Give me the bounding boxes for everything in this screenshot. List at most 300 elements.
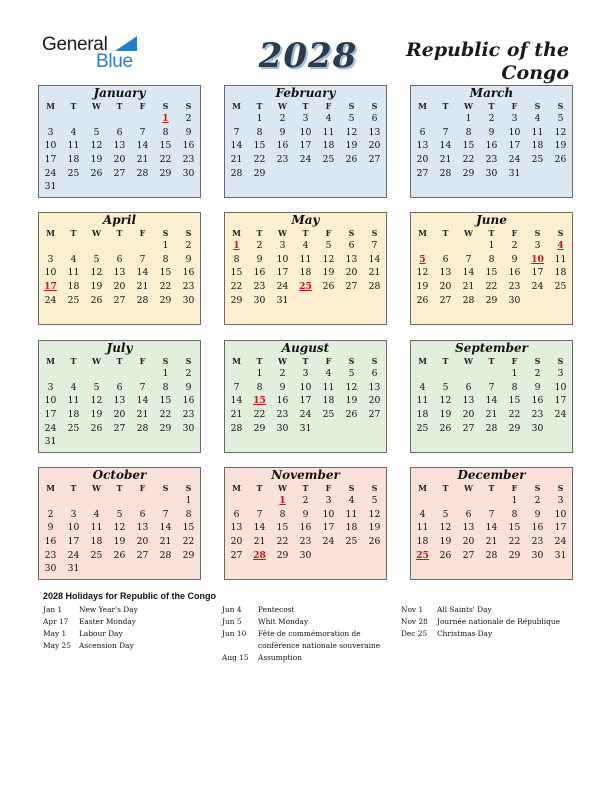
day-cell: 17: [44, 154, 57, 166]
day-cell: 12: [416, 267, 429, 279]
day-cell: 6: [465, 508, 472, 520]
day-cell: 26: [90, 167, 103, 179]
day-cell: 25: [554, 281, 567, 293]
holiday-date: May 25: [43, 641, 71, 650]
day-cell: 29: [159, 294, 172, 306]
holiday-date: Jun 10: [222, 629, 247, 638]
day-cell: 7: [488, 381, 495, 393]
day-cell: 7: [139, 126, 146, 138]
weekday-label: S: [534, 228, 541, 238]
holiday-column: [401, 604, 560, 640]
month-name: October: [92, 468, 147, 482]
day-cell: 20: [345, 267, 358, 279]
day-cell: 2: [185, 113, 192, 124]
day-cell: 17: [299, 395, 312, 407]
day-cell: 22: [159, 281, 172, 293]
weekday-label: S: [534, 101, 541, 111]
day-cell: 20: [136, 536, 149, 548]
day-cell: 20: [416, 154, 429, 166]
day-cell: 13: [439, 267, 452, 279]
weekday-label: T: [256, 483, 263, 493]
day-cell: 7: [488, 508, 495, 520]
day-cell: 1: [256, 113, 263, 124]
weekday-label: W: [464, 228, 473, 238]
weekday-label: S: [162, 101, 169, 111]
day-cell: 1: [511, 495, 518, 506]
day-cell: 11: [67, 267, 80, 279]
day-cell: 9: [488, 126, 495, 138]
day-cell: 17: [322, 522, 335, 534]
day-cell: 3: [511, 113, 518, 124]
day-cell: 18: [299, 267, 312, 279]
holiday-name: Pentecost: [258, 605, 295, 614]
empty-day-cell: [411, 367, 434, 381]
day-cell: 14: [485, 522, 498, 534]
country-title: Republic of the Congo: [405, 39, 569, 84]
month-march: [410, 85, 573, 198]
day-cell: 14: [136, 140, 149, 152]
month-name: November: [271, 468, 340, 482]
day-cell: 15: [182, 522, 195, 534]
day-cell: 6: [233, 508, 240, 520]
day-cell: 9: [302, 508, 309, 520]
day-cell: 19: [439, 536, 452, 548]
day-cell: 20: [368, 140, 381, 152]
day-cell: 6: [116, 253, 123, 265]
holiday-day-cell: 17: [44, 281, 57, 293]
day-cell: 6: [465, 381, 472, 393]
day-cell: 30: [44, 563, 57, 575]
holiday-entry: [43, 616, 138, 628]
weekday-label: T: [116, 228, 123, 238]
weekday-label: W: [464, 101, 473, 111]
day-cell: 9: [534, 381, 541, 393]
month-april: [38, 212, 201, 325]
day-cell: 5: [93, 126, 100, 138]
weekday-label: T: [116, 356, 123, 366]
day-cell: 21: [485, 409, 498, 421]
weekday-label: F: [511, 483, 518, 493]
weekday-label: T: [302, 228, 309, 238]
weekday-label: W: [92, 228, 101, 238]
day-cell: 2: [488, 113, 495, 124]
day-cell: 2: [185, 240, 192, 251]
empty-day-cell: [131, 112, 154, 126]
weekday-label: W: [278, 228, 287, 238]
day-cell: 5: [557, 113, 564, 124]
day-cell: 12: [90, 140, 103, 152]
day-cell: 16: [299, 522, 312, 534]
day-cell: 19: [345, 395, 358, 407]
day-cell: 26: [439, 549, 452, 561]
month-june: [410, 212, 573, 325]
day-cell: 25: [67, 167, 80, 179]
day-cell: 16: [44, 536, 57, 548]
day-cell: 7: [139, 253, 146, 265]
day-cell: 24: [299, 409, 312, 421]
day-cell: 27: [230, 549, 243, 561]
holiday-entry: [43, 640, 138, 652]
day-cell: 3: [70, 508, 77, 520]
day-cell: 22: [462, 154, 475, 166]
holiday-day-cell: 15: [253, 395, 266, 407]
day-cell: 30: [299, 549, 312, 561]
holiday-date: Nov 1: [401, 605, 424, 614]
month-july: [38, 340, 201, 453]
day-cell: 27: [462, 422, 475, 434]
weekday-label: S: [162, 483, 169, 493]
day-cell: 29: [253, 422, 266, 434]
holiday-day-cell: 1: [233, 240, 240, 251]
weekday-label: M: [232, 228, 241, 238]
day-cell: 9: [47, 522, 54, 534]
day-cell: 4: [348, 495, 355, 506]
month-days-grid: [411, 482, 572, 562]
day-cell: 22: [508, 409, 521, 421]
day-cell: 20: [113, 154, 126, 166]
weekday-label: M: [232, 483, 241, 493]
day-cell: 13: [345, 253, 358, 265]
day-cell: 12: [439, 522, 452, 534]
day-cell: 11: [90, 522, 103, 534]
day-cell: 21: [368, 267, 381, 279]
day-cell: 6: [116, 381, 123, 393]
day-cell: 31: [508, 167, 521, 179]
day-cell: 5: [348, 368, 355, 379]
day-cell: 18: [67, 281, 80, 293]
day-cell: 29: [276, 549, 289, 561]
holiday-entry: [43, 628, 138, 640]
weekday-label: S: [185, 356, 192, 366]
weekday-label: F: [139, 483, 146, 493]
empty-day-cell: [85, 494, 108, 508]
logo-text-blue: Blue: [96, 51, 133, 72]
day-cell: 25: [90, 549, 103, 561]
day-cell: 3: [47, 126, 54, 138]
day-cell: 9: [185, 253, 192, 265]
day-cell: 5: [442, 381, 449, 393]
day-cell: 6: [116, 126, 123, 138]
weekday-label: S: [534, 356, 541, 366]
weekday-label: W: [278, 356, 287, 366]
holiday-entry: [222, 652, 394, 664]
weekday-label: T: [70, 483, 77, 493]
day-cell: 10: [299, 381, 312, 393]
day-cell: 17: [508, 140, 521, 152]
day-cell: 27: [136, 549, 149, 561]
day-cell: 23: [276, 409, 289, 421]
day-cell: 28: [462, 294, 475, 306]
holiday-entry: [401, 616, 560, 628]
day-cell: 4: [534, 113, 541, 124]
weekday-label: T: [488, 483, 495, 493]
holiday-entry: [222, 628, 394, 652]
weekday-label: T: [256, 228, 263, 238]
day-cell: 12: [113, 522, 126, 534]
holiday-day-cell: 10: [531, 253, 544, 265]
day-cell: 7: [256, 508, 263, 520]
day-cell: 10: [44, 395, 57, 407]
day-cell: 18: [67, 409, 80, 421]
day-cell: 31: [44, 436, 57, 448]
holiday-name: Whit Monday: [258, 617, 309, 626]
month-days-grid: [225, 227, 386, 307]
month-days-grid: [225, 355, 386, 435]
day-cell: 7: [162, 508, 169, 520]
empty-day-cell: [480, 367, 503, 381]
day-cell: 9: [185, 381, 192, 393]
weekday-label: S: [185, 228, 192, 238]
day-cell: 5: [93, 253, 100, 265]
weekday-label: T: [442, 483, 449, 493]
day-cell: 19: [439, 409, 452, 421]
empty-day-cell: [131, 239, 154, 253]
month-name: February: [275, 86, 336, 100]
day-cell: 25: [531, 154, 544, 166]
day-cell: 11: [531, 126, 544, 138]
month-name: January: [93, 86, 146, 100]
day-cell: 26: [113, 549, 126, 561]
weekday-label: F: [511, 356, 518, 366]
holiday-date: Dec 25: [401, 629, 428, 638]
day-cell: 4: [419, 508, 426, 520]
day-cell: 19: [368, 522, 381, 534]
day-cell: 20: [368, 395, 381, 407]
day-cell: 1: [511, 368, 518, 379]
weekday-label: S: [371, 101, 378, 111]
day-cell: 7: [465, 253, 472, 265]
day-cell: 1: [185, 495, 192, 506]
weekday-label: W: [464, 356, 473, 366]
day-cell: 13: [368, 126, 381, 138]
day-cell: 21: [159, 536, 172, 548]
day-cell: 28: [230, 422, 243, 434]
day-cell: 5: [325, 240, 332, 251]
day-cell: 8: [162, 126, 169, 138]
day-cell: 15: [276, 522, 289, 534]
month-days-grid: [411, 355, 572, 435]
empty-day-cell: [39, 367, 62, 381]
day-cell: 16: [182, 140, 195, 152]
weekday-label: S: [348, 228, 355, 238]
day-cell: 22: [253, 154, 266, 166]
day-cell: 19: [322, 267, 335, 279]
weekday-label: M: [418, 483, 427, 493]
day-cell: 24: [44, 294, 57, 306]
holiday-day-cell: 1: [279, 495, 286, 506]
day-cell: 4: [70, 381, 77, 393]
day-cell: 28: [136, 294, 149, 306]
day-cell: 27: [462, 549, 475, 561]
weekday-label: T: [488, 356, 495, 366]
day-cell: 22: [253, 409, 266, 421]
day-cell: 15: [159, 395, 172, 407]
day-cell: 16: [531, 522, 544, 534]
day-cell: 23: [44, 549, 57, 561]
month-name: August: [281, 341, 330, 355]
day-cell: 27: [345, 281, 358, 293]
weekday-label: F: [325, 356, 332, 366]
empty-day-cell: [39, 239, 62, 253]
day-cell: 14: [253, 522, 266, 534]
holiday-entry: [401, 604, 560, 616]
day-cell: 15: [508, 395, 521, 407]
holiday-name: Easter Monday: [79, 617, 136, 626]
day-cell: 20: [462, 536, 475, 548]
day-cell: 8: [256, 126, 263, 138]
empty-day-cell: [411, 239, 434, 253]
empty-day-cell: [108, 112, 131, 126]
holiday-day-cell: 28: [253, 549, 266, 561]
day-cell: 17: [67, 536, 80, 548]
day-cell: 10: [322, 508, 335, 520]
empty-day-cell: [434, 239, 457, 253]
day-cell: 4: [93, 508, 100, 520]
day-cell: 11: [322, 381, 335, 393]
weekday-label: S: [534, 483, 541, 493]
empty-day-cell: [434, 112, 457, 126]
day-cell: 3: [325, 495, 332, 506]
weekday-label: W: [92, 483, 101, 493]
day-cell: 11: [554, 253, 567, 265]
day-cell: 24: [508, 154, 521, 166]
day-cell: 15: [159, 267, 172, 279]
day-cell: 2: [279, 113, 286, 124]
day-cell: 4: [325, 113, 332, 124]
day-cell: 12: [90, 395, 103, 407]
day-cell: 1: [465, 113, 472, 124]
month-days-grid: [411, 227, 572, 307]
day-cell: 31: [554, 549, 567, 561]
day-cell: 25: [322, 409, 335, 421]
holiday-name: Labour Day: [79, 629, 123, 638]
day-cell: 23: [253, 281, 266, 293]
day-cell: 7: [442, 126, 449, 138]
weekday-label: F: [511, 101, 518, 111]
weekday-label: T: [116, 483, 123, 493]
day-cell: 11: [322, 126, 335, 138]
day-cell: 30: [531, 549, 544, 561]
day-cell: 9: [279, 381, 286, 393]
month-october: [38, 467, 201, 580]
weekday-label: T: [116, 101, 123, 111]
weekday-label: M: [46, 356, 55, 366]
empty-day-cell: [225, 112, 248, 126]
day-cell: 19: [554, 140, 567, 152]
day-cell: 25: [416, 422, 429, 434]
day-cell: 14: [368, 253, 381, 265]
empty-day-cell: [62, 239, 85, 253]
day-cell: 30: [276, 422, 289, 434]
day-cell: 24: [554, 536, 567, 548]
day-cell: 3: [302, 113, 309, 124]
holidays-title: 2028 Holidays for Republic of the Congo: [43, 591, 217, 601]
day-cell: 14: [159, 522, 172, 534]
empty-day-cell: [131, 494, 154, 508]
day-cell: 31: [44, 181, 57, 193]
day-cell: 19: [416, 281, 429, 293]
holiday-entry: [43, 604, 138, 616]
weekday-label: W: [464, 483, 473, 493]
holiday-column: [222, 604, 394, 664]
day-cell: 4: [70, 126, 77, 138]
day-cell: 9: [185, 126, 192, 138]
day-cell: 1: [162, 368, 169, 379]
day-cell: 13: [462, 395, 475, 407]
month-name: December: [457, 468, 526, 482]
holiday-day-cell: 25: [416, 549, 429, 561]
day-cell: 10: [67, 522, 80, 534]
day-cell: 16: [276, 140, 289, 152]
day-cell: 8: [511, 381, 518, 393]
day-cell: 15: [462, 140, 475, 152]
day-cell: 25: [345, 536, 358, 548]
empty-day-cell: [85, 367, 108, 381]
day-cell: 23: [182, 154, 195, 166]
holiday-day-cell: 1: [162, 113, 169, 124]
month-november: [224, 467, 387, 580]
day-cell: 6: [139, 508, 146, 520]
day-cell: 12: [439, 395, 452, 407]
month-name: March: [469, 86, 514, 100]
month-days-grid: [39, 355, 200, 449]
month-name: July: [106, 341, 133, 355]
day-cell: 5: [93, 381, 100, 393]
day-cell: 11: [299, 253, 312, 265]
holiday-name: All Saints' Day: [437, 605, 492, 614]
weekday-label: S: [185, 483, 192, 493]
day-cell: 26: [345, 154, 358, 166]
day-cell: 2: [256, 240, 263, 251]
day-cell: 9: [511, 253, 518, 265]
day-cell: 11: [345, 508, 358, 520]
day-cell: 4: [419, 381, 426, 393]
day-cell: 31: [67, 563, 80, 575]
day-cell: 8: [279, 508, 286, 520]
empty-day-cell: [85, 239, 108, 253]
weekday-label: T: [70, 356, 77, 366]
day-cell: 21: [485, 536, 498, 548]
day-cell: 10: [299, 126, 312, 138]
holiday-name: New Year's Day: [79, 605, 138, 614]
day-cell: 13: [416, 140, 429, 152]
day-cell: 18: [322, 140, 335, 152]
weekday-label: F: [139, 356, 146, 366]
day-cell: 14: [439, 140, 452, 152]
day-cell: 21: [439, 154, 452, 166]
day-cell: 23: [508, 281, 521, 293]
month-name: June: [476, 213, 507, 227]
day-cell: 30: [485, 167, 498, 179]
day-cell: 12: [345, 381, 358, 393]
day-cell: 1: [256, 368, 263, 379]
empty-day-cell: [411, 494, 434, 508]
day-cell: 19: [90, 281, 103, 293]
day-cell: 24: [531, 281, 544, 293]
holiday-day-cell: 25: [299, 281, 312, 293]
holiday-day-cell: 5: [419, 253, 426, 265]
day-cell: 18: [554, 267, 567, 279]
day-cell: 12: [322, 253, 335, 265]
holiday-day-cell: 4: [557, 240, 564, 251]
day-cell: 23: [485, 154, 498, 166]
weekday-label: M: [418, 356, 427, 366]
day-cell: 11: [416, 395, 429, 407]
day-cell: 26: [554, 154, 567, 166]
day-cell: 24: [299, 154, 312, 166]
weekday-label: T: [256, 356, 263, 366]
day-cell: 8: [511, 508, 518, 520]
